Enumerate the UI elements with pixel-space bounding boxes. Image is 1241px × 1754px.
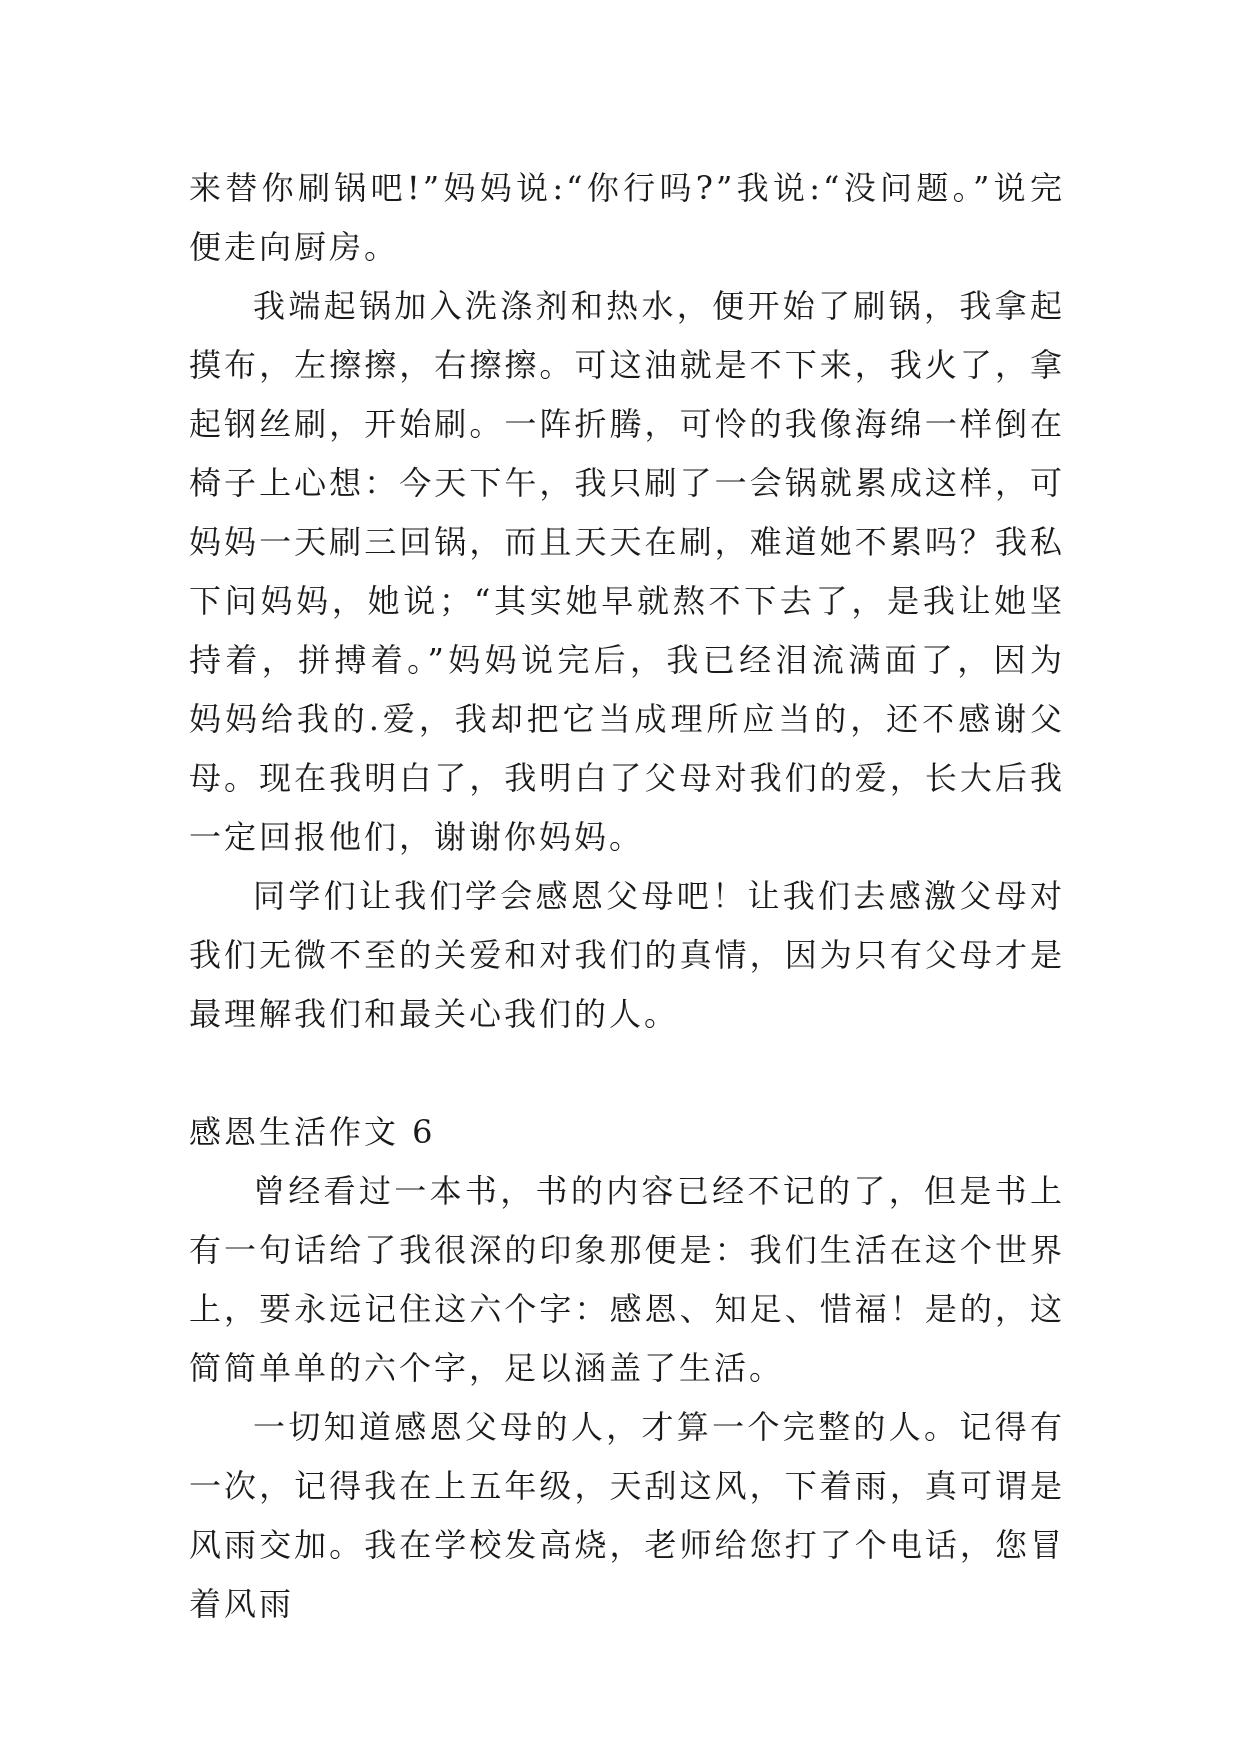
document-body bbox=[189, 159, 1065, 1634]
section-heading: 感恩生活作文 6 bbox=[189, 1113, 436, 1151]
paragraph-six-words: 曾经看过一本书，书的内容已经不记的了，但是书上有一句话给了我很深的印象那便是：我们生活在这个世界上，要永远记住这六个字：感恩、知足、惜福！是的，这简简单单的六个字，足以涵盖了生活。 bbox=[189, 1172, 1065, 1387]
paragraph-thank-parents: 同学们让我们学会感恩父母吧！让我们去感激父母对我们无微不至的关爱和对我们的真情，因为只有父母才是最理解我们和最关心我们的人。 bbox=[189, 877, 1065, 1033]
paragraph-washing-pot: 我端起锅加入洗涤剂和热水，便开始了刷锅，我拿起摸布，左擦擦，右擦擦。可这油就是不下来，我火了，拿起钢丝刷，开始刷。一阵折腾，可怜的我像海绵一样倒在椅子上心想：今天下午，我只刷了一会锅就累成这样，可妈妈一天刷三回锅，而且天天在刷，难道她不累吗？我私下问妈妈，她说；“其实她早就熬不下去了，是我让她坚持着，拼搏着。”妈妈说完后，我已经泪流满面了，因为妈妈给我的.爱，我却把它当成理所应当的，还不感谢父母。现在我明白了，我明白了父母对我们的爱，长大后我一定回报他们，谢谢你妈妈。 bbox=[189, 287, 1065, 856]
paragraph-continued: 来替你刷锅吧!”妈妈说:“你行吗?”我说:“没问题。”说完便走向厨房。 bbox=[189, 169, 1065, 266]
paragraph-fever-story: 一切知道感恩父母的人，才算一个完整的人。记得有一次，记得我在上五年级，天刮这风，下着雨，真可谓是风雨交加。我在学校发高烧，老师给您打了个电话，您冒着风雨 bbox=[189, 1408, 1065, 1623]
